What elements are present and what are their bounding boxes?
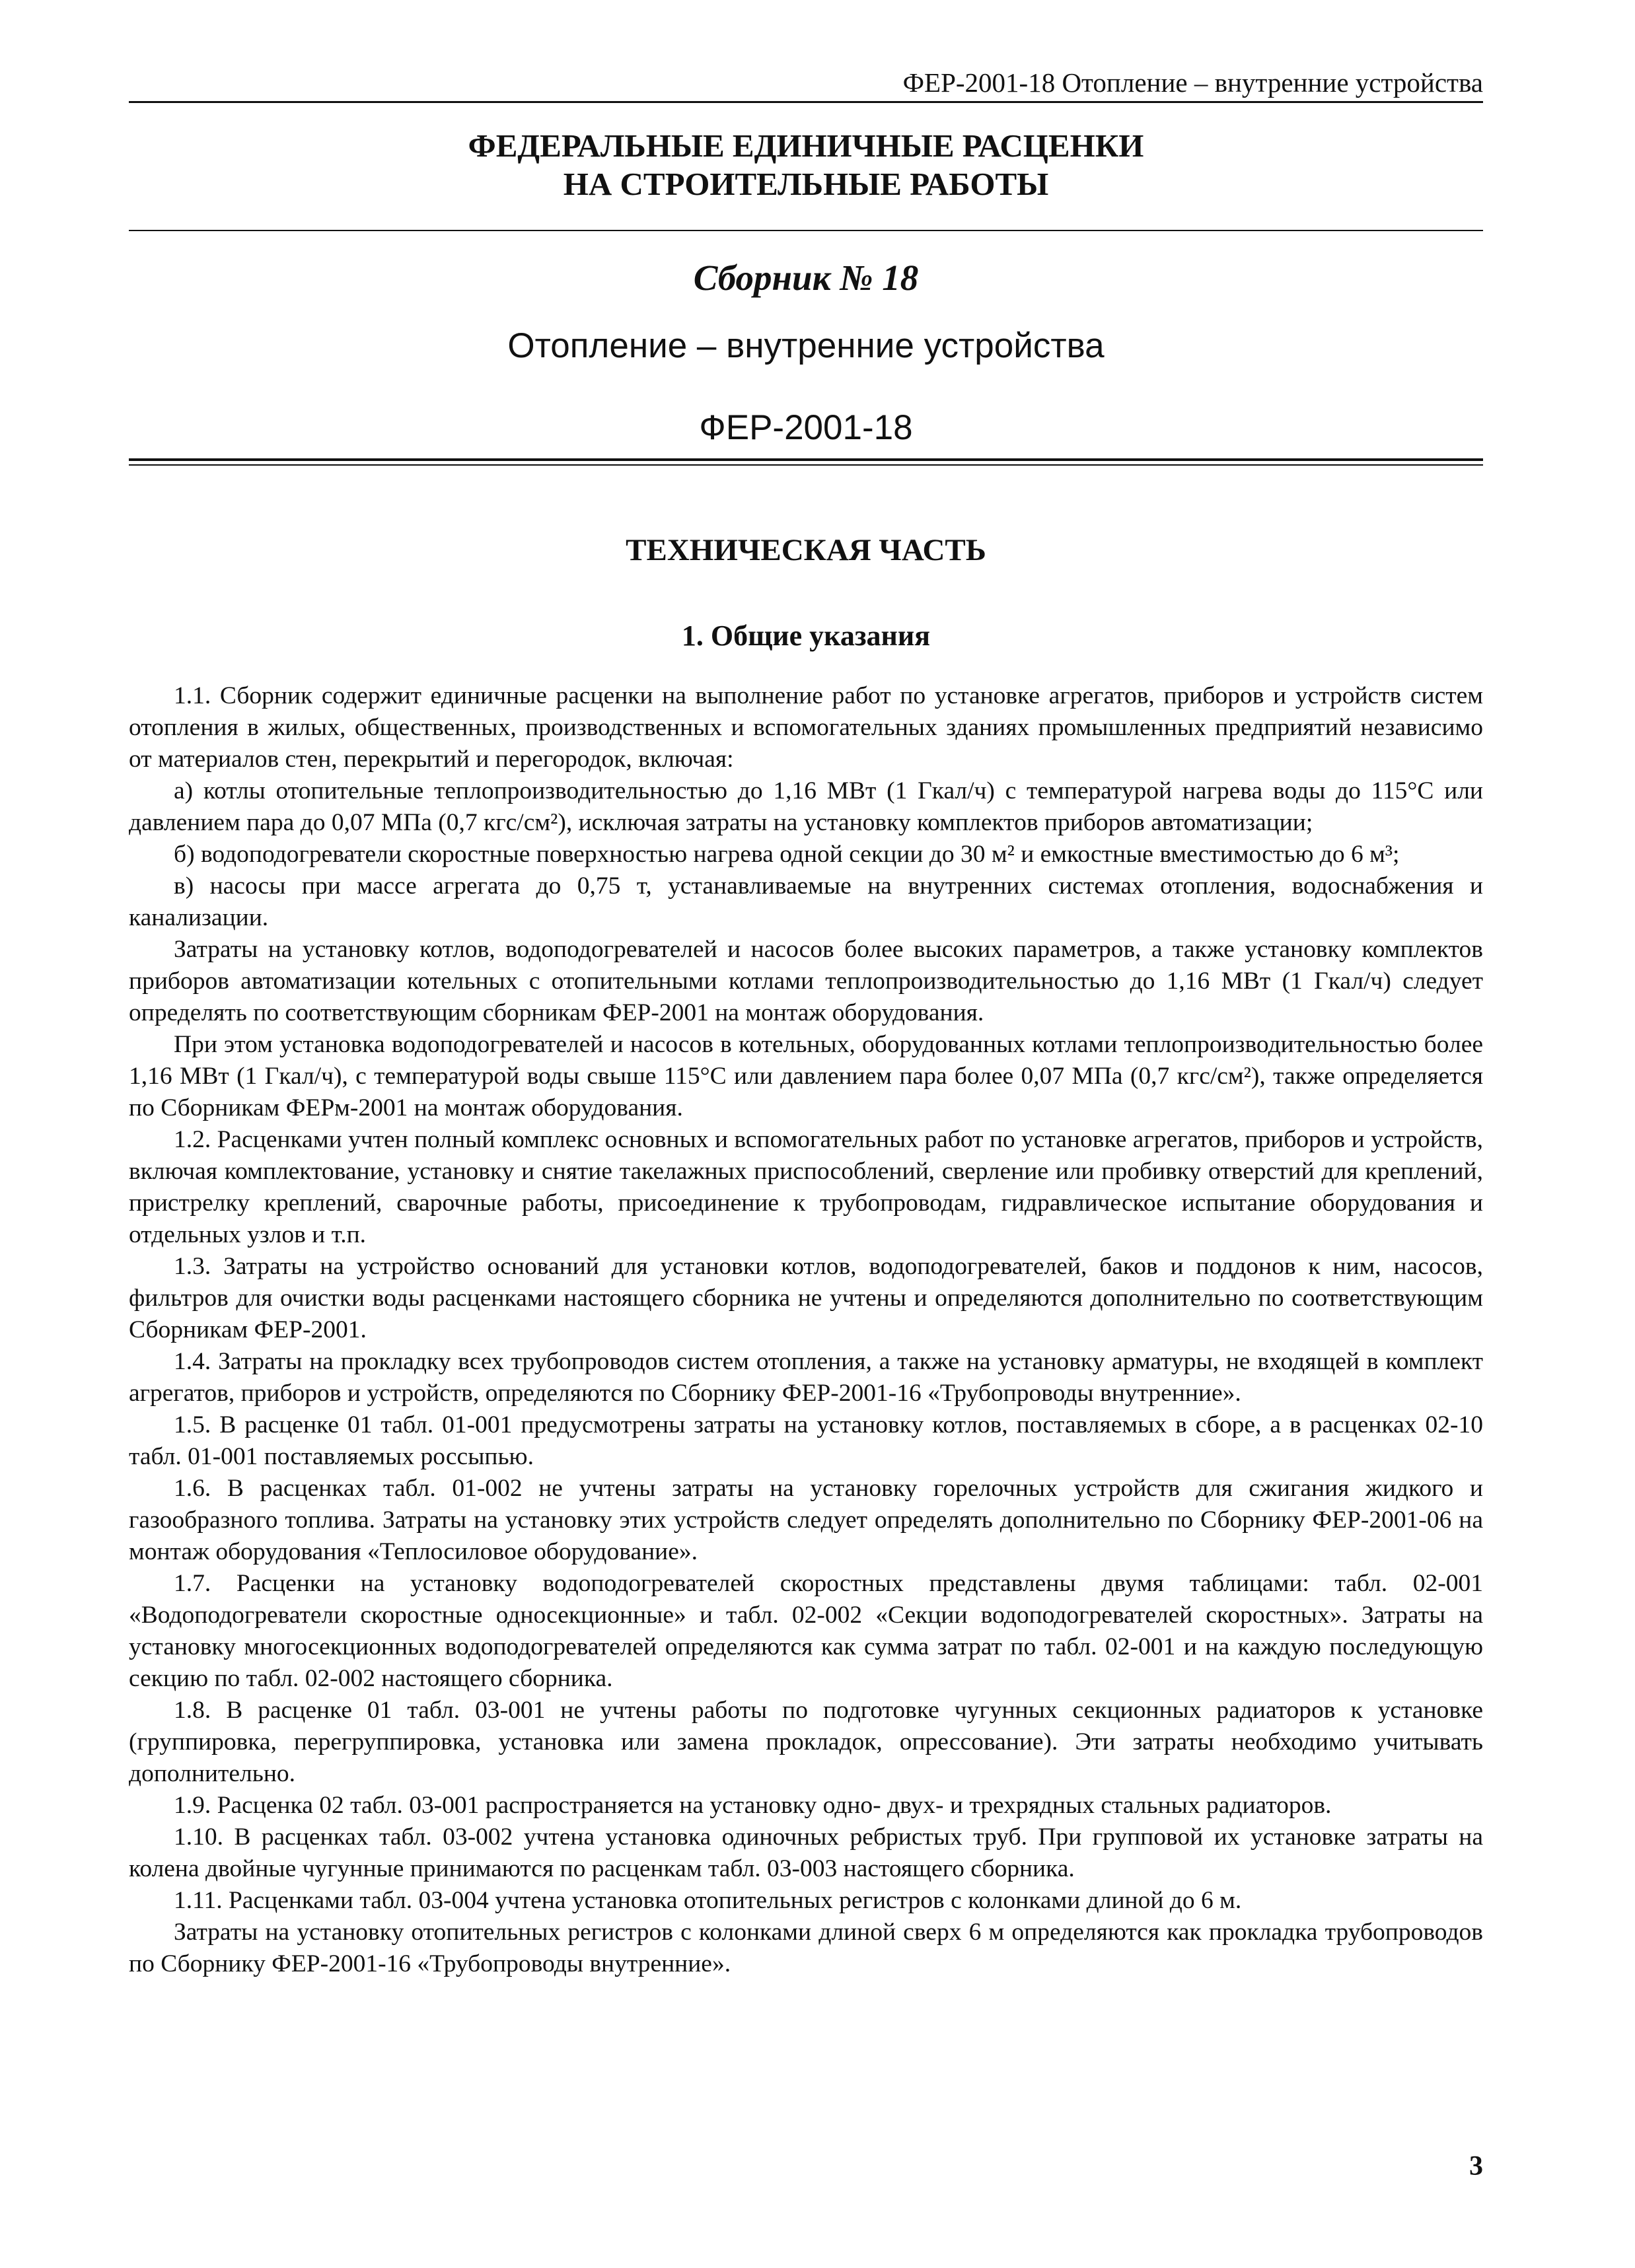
body-text	[129, 680, 1483, 1980]
paragraph: 1.1. Сборник содержит единичные расценки на выполнение работ по установке агрегатов, приборов и устройств систем отопления в жилых, общественных, производственных и вспомогательных зданиях промышленных предприятий независимо от материалов стен, перекрытий и перегородок, включая:	[129, 682, 1483, 773]
main-title	[129, 127, 1483, 203]
section-heading: 1. Общие указания	[681, 620, 931, 652]
header-rule	[129, 101, 1483, 103]
running-header: ФЕР-2001-18 Отопление – внутренние устройства	[902, 67, 1483, 98]
paragraph: 1.5. В расценке 01 табл. 01-001 предусмотрены затраты на установку котлов, поставляемых в сборе, а в расценках 02-10 табл. 01-001 поставляемых россыпью.	[129, 1411, 1483, 1470]
main-title-line-2: НА СТРОИТЕЛЬНЫЕ РАБОТЫ	[563, 166, 1049, 202]
main-title-line-1: ФЕДЕРАЛЬНЫЕ ЕДИНИЧНЫЕ РАСЦЕНКИ	[468, 127, 1144, 164]
paragraph: 1.10. В расценках табл. 03-002 учтена установка одиночных ребристых труб. При групповой их установке затраты на колена двойные чугунные принимаются по расценкам табл. 03-003 настоящего сборника.	[129, 1824, 1483, 1882]
page-number: 3	[1469, 2151, 1483, 2181]
paragraph: б) водоподогреватели скоростные поверхностью нагрева одной секции до 30 м² и емкостные вместимостью до 6 м³;	[174, 841, 1400, 868]
double-rule-top	[129, 458, 1483, 461]
title-rule	[129, 230, 1483, 231]
paragraph: 1.11. Расценками табл. 03-004 учтена установка отопительных регистров с колонками длиной до 6 м.	[174, 1887, 1242, 1914]
paragraph: 1.9. Расценка 02 табл. 03-001 распространяется на установку одно- двух- и трехрядных стальных радиаторов.	[174, 1792, 1332, 1819]
paragraph: Затраты на установку отопительных регистров с колонками длиной сверх 6 м определяются как прокладка трубопроводов по Сборнику ФЕР-2001-16 «Трубопроводы внутренние».	[129, 1919, 1483, 1977]
document-code: ФЕР-2001-18	[699, 408, 913, 447]
paragraph: При этом установка водоподогревателей и насосов в котельных, оборудованных котлами теплопроизводительностью более 1,16 МВт (1 Гкал/ч), с температурой воды свыше 115°С или давлением пара более 0,07 МПа (0,7 кгс/см²), также определяется по Сборникам ФЕРм-2001 на монтаж оборудования.	[129, 1031, 1483, 1121]
paragraph: 1.8. В расценке 01 табл. 03-001 не учтены работы по подготовке чугунных секционных радиаторов к установке (группировка, перегруппировка, установка или замена прокладок, опрессование). Эти затраты необходимо учитывать дополнительно.	[129, 1697, 1483, 1787]
paragraph: 1.4. Затраты на прокладку всех трубопроводов систем отопления, а также на установку арматуры, не входящей в комплект агрегатов, приборов и устройств, определяются по Сборнику ФЕР-2001-16 «Трубопроводы внутренние».	[129, 1348, 1483, 1407]
paragraph: а) котлы отопительные теплопроизводительностью до 1,16 МВт (1 Гкал/ч) с температурой нагрева воды до 115°С или давлением пара до 0,07 МПа (0,7 кгс/см²), исключая затраты на установку комплектов приборов автоматизации;	[129, 777, 1483, 836]
paragraph: 1.3. Затраты на устройство оснований для установки котлов, водоподогревателей, баков и поддонов к ним, насосов, фильтров для очистки воды расценками настоящего сборника не учтены и определяются дополнительно по соответствующим Сборникам ФЕР-2001.	[129, 1253, 1483, 1343]
part-title: ТЕХНИЧЕСКАЯ ЧАСТЬ	[626, 533, 986, 567]
paragraph: в) насосы при массе агрегата до 0,75 т, устанавливаемые на внутренних системах отопления, водоснабжения и канализации.	[129, 872, 1483, 931]
paragraph: 1.7. Расценки на установку водоподогревателей скоростных представлены двумя таблицами: табл. 02-001 «Водоподогреватели скоростные односекционные» и табл. 02-002 «Секции водоподогревателей скоростных». Затраты на установку многосекционных водоподогревателей определяются как сумма затрат по табл. 02-001 и на каждую последующую секцию по табл. 02-002 настоящего сборника.	[129, 1570, 1483, 1692]
paragraph: Затраты на установку котлов, водоподогревателей и насосов более высоких параметров, а также установку комплектов приборов автоматизации котельных с отопительными котлами теплопроизводительностью до 1,16 МВт (1 Гкал/ч) следует определять по соответствующим сборникам ФЕР-2001 на монтаж оборудования.	[129, 936, 1483, 1026]
collection-number: Сборник № 18	[693, 258, 919, 298]
paragraph: 1.6. В расценках табл. 01-002 не учтены затраты на установку горелочных устройств для сжигания жидкого и газообразного топлива. Затраты на установку этих устройств следует определять дополнительно по Сборнику ФЕР-2001-06 на монтаж оборудования «Теплосиловое оборудование».	[129, 1475, 1483, 1565]
paragraph: 1.2. Расценками учтен полный комплекс основных и вспомогательных работ по установке агрегатов, приборов и устройств, включая комплектование, установку и снятие такелажных приспособлений, сверление или пробивку отверстий для креплений, пристрелку креплений, сварочные работы, присоединение к трубопроводам, гидравлическое испытание оборудования и отдельных узлов и т.п.	[129, 1126, 1483, 1248]
double-rule-bottom	[129, 464, 1483, 466]
collection-subject: Отопление – внутренние устройства	[507, 326, 1105, 365]
